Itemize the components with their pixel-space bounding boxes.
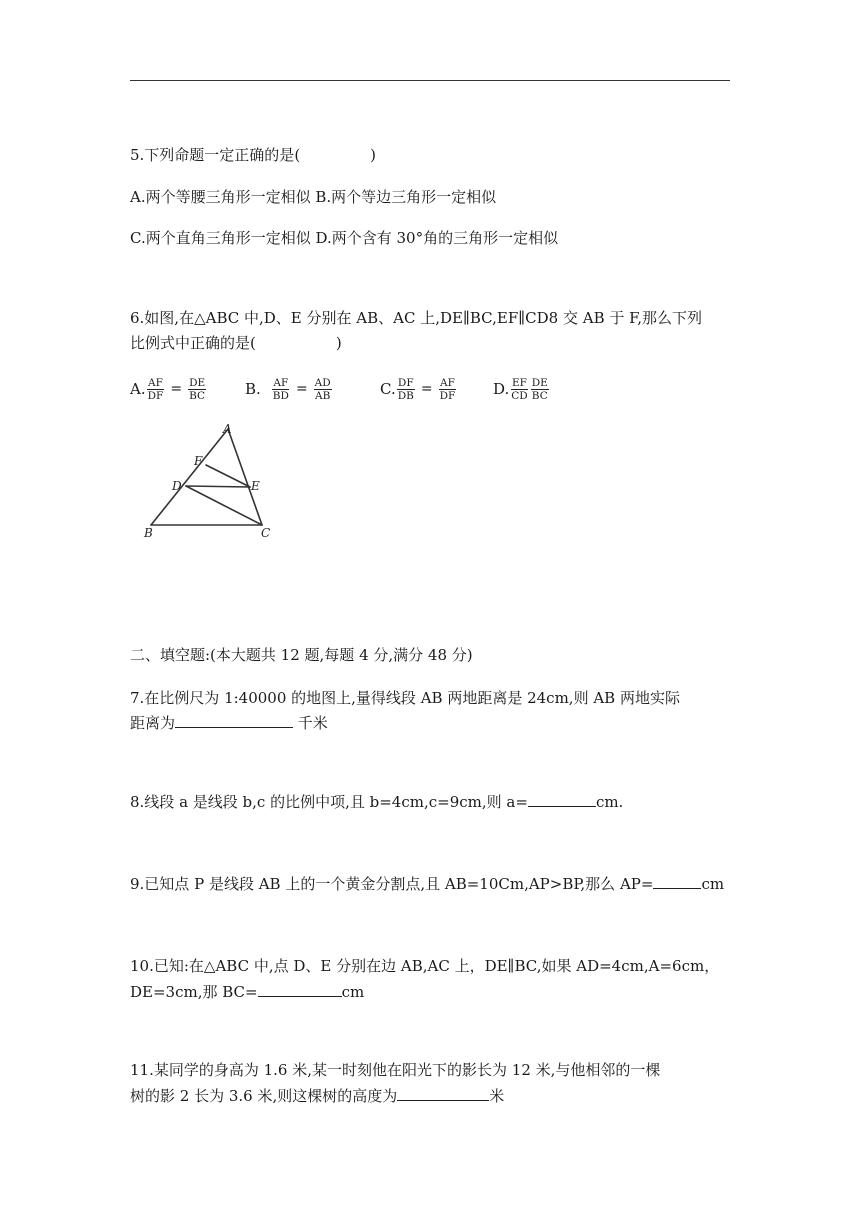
label-c: C [261,526,271,540]
q8-line [130,792,740,812]
option-label: C. [380,380,396,398]
q11-line2 [130,1086,740,1106]
q9-unit: cm [701,875,725,893]
q6-stem-close: ) [335,334,342,352]
q10-line2 [130,982,740,1002]
fraction: $\frac{AF}{DF}$ [439,376,456,402]
q8-unit: cm. [595,793,624,811]
q8-prefix: 8.线段 a 是线段 b,c 的比例中项,且 b=4cm,c=9cm,则 a= [130,793,528,811]
option-label: B. [245,380,261,398]
q9-answer-blank[interactable] [653,874,701,889]
q5-options-cd: C.两个直角三角形一定相似 D.两个含有 30°角的三角形一定相似 [130,229,559,247]
label-a: A [223,422,232,436]
q7-answer-blank[interactable] [175,713,293,728]
fraction: $\frac{EF}{CD}$ [511,376,528,402]
q9-line [130,874,740,894]
triangle-figure [138,420,278,545]
q6-stem-line2 [130,333,740,353]
q10-unit: cm [341,983,365,1001]
q6-option-d [493,372,550,406]
label-b: B [144,526,153,540]
segment-ab [151,429,228,525]
fraction: $\frac{AD}{AB}$ [314,376,331,402]
q11-prefix: 树的影 2 长为 3.6 米,则这棵树的高度为 [130,1087,398,1105]
q7-prefix: 距离为 [130,714,176,732]
q6-stem-line1: 6.如图,在△ABC 中,D、E 分别在 AB、AC 上,DE∥BC,EF∥CD8 交 AB 于 F,那么下列 [130,309,702,327]
fraction: $\frac{DE}{BC}$ [531,376,548,402]
segment-de [186,486,250,487]
equals-sign: = [420,381,433,397]
fraction: $\frac{AF}{DF}$ [147,376,164,402]
header-rule [130,80,730,81]
fraction: $\frac{DF}{DB}$ [397,376,414,402]
fraction: $\frac{DE}{BC}$ [189,376,206,402]
q7-line1: 7.在比例尺为 1:40000 的地图上,量得线段 AB 两地距离是 24cm,则 AB 两地实际 [130,689,680,707]
fraction: $\frac{AF}{BD}$ [272,376,289,402]
label-f: F [194,454,203,468]
q8-answer-blank[interactable] [528,792,596,807]
q5-stem [130,145,740,165]
label-e: E [251,479,260,493]
equals-sign: = [295,381,308,397]
q9-prefix: 9.已知点 P 是线段 AB 上的一个黄金分割点,且 AB=10Cm,AP>BP,那么 AP= [130,875,654,893]
section-heading: 二、填空题:(本大题共 12 题,每题 4 分,满分 48 分) [130,646,473,664]
q5-stem-text: 5.下列命题一定正确的是( [130,146,301,164]
segment-fe [206,465,250,487]
q10-line1: 10.已知:在△ABC 中,点 D、E 分别在边 AB,AC 上，DE∥BC,如果 AD=4cm,A=6cm， [130,957,720,975]
q7-unit: 千米 [293,714,328,732]
label-d: D [172,479,182,493]
q5-stem-close: ) [370,146,377,164]
q6-option-a [130,372,207,406]
q11-line1: 11.某同学的身高为 1.6 米,某一时刻他在阳光下的影长为 12 米,与他相邻的一棵 [130,1061,661,1079]
q6-option-b [245,372,333,406]
q10-prefix: DE=3cm,那 BC= [130,983,258,1001]
q5-options-ab: A.两个等腰三角形一定相似 B.两个等边三角形一定相似 [130,188,497,206]
equals-sign: = [170,381,183,397]
option-label: D. [493,380,510,398]
option-label: A. [130,380,146,398]
q6-stem-line2-text: 比例式中正确的是( [130,334,256,352]
q11-unit: 米 [489,1087,505,1105]
q11-answer-blank[interactable] [397,1086,489,1101]
q7-line2 [130,713,740,733]
q6-option-c [380,372,457,406]
q10-answer-blank[interactable] [258,982,342,997]
